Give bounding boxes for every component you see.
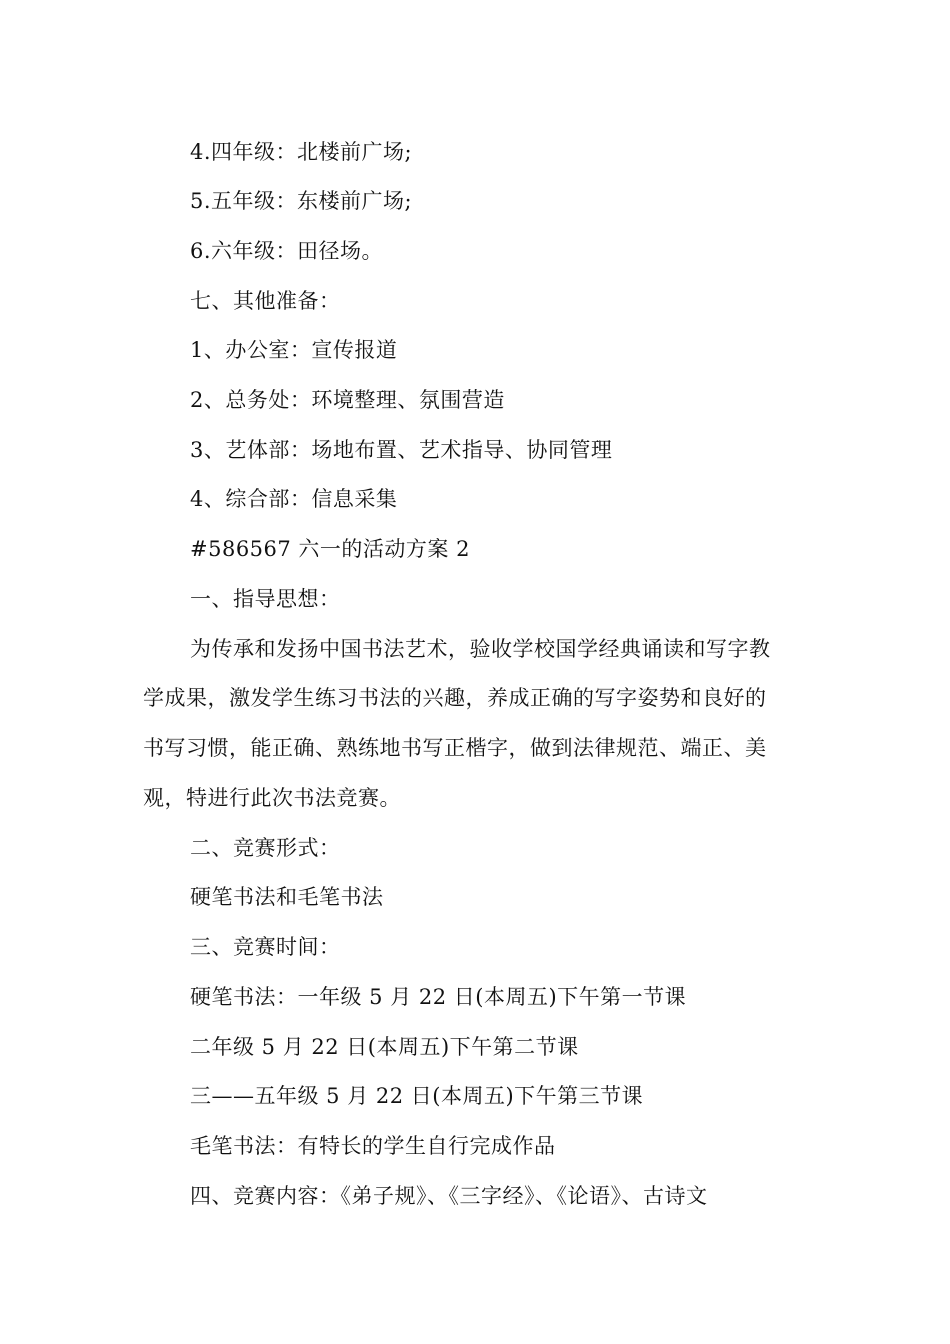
text-line: 2、总务处：环境整理、氛围营造 [190, 388, 505, 412]
text-line: 硬笔书法：一年级 5 月 22 日(本周五)下午第一节课 [190, 985, 687, 1009]
document-title: #586567 六一的活动方案 2 [190, 537, 470, 561]
text-line: 4、综合部：信息采集 [190, 487, 398, 511]
section-heading: 一、指导思想： [190, 587, 341, 611]
paragraph-line: 观，特进行此次书法竞赛。 [143, 786, 401, 810]
text-line: 4.四年级：北楼前广场; [190, 140, 413, 164]
section-heading: 七、其他准备： [190, 289, 341, 313]
text-line: 3、艺体部：场地布置、艺术指导、协同管理 [190, 438, 613, 462]
text-line: 5.五年级：东楼前广场; [190, 189, 413, 213]
text-line: 1、办公室：宣传报道 [190, 338, 398, 362]
paragraph-line: 为传承和发扬中国书法艺术，验收学校国学经典诵读和写字教 [190, 637, 771, 661]
text-line: 二年级 5 月 22 日(本周五)下午第二节课 [190, 1035, 579, 1059]
paragraph-line: 学成果，激发学生练习书法的兴趣，养成正确的写字姿势和良好的 [143, 686, 767, 710]
text-line: 6.六年级：田径场。 [190, 239, 384, 263]
section-heading: 三、竞赛时间： [190, 935, 341, 959]
paragraph-line: 书写习惯，能正确、熟练地书写正楷字，做到法律规范、端正、美 [143, 736, 767, 760]
text-line: 三——五年级 5 月 22 日(本周五)下午第三节课 [190, 1084, 644, 1108]
section-heading: 四、竞赛内容：《弟子规》、《三字经》、《论语》、古诗文 [190, 1184, 708, 1208]
section-heading: 二、竞赛形式： [190, 836, 341, 860]
text-line: 硬笔书法和毛笔书法 [190, 885, 384, 909]
text-line: 毛笔书法：有特长的学生自行完成作品 [190, 1134, 556, 1158]
